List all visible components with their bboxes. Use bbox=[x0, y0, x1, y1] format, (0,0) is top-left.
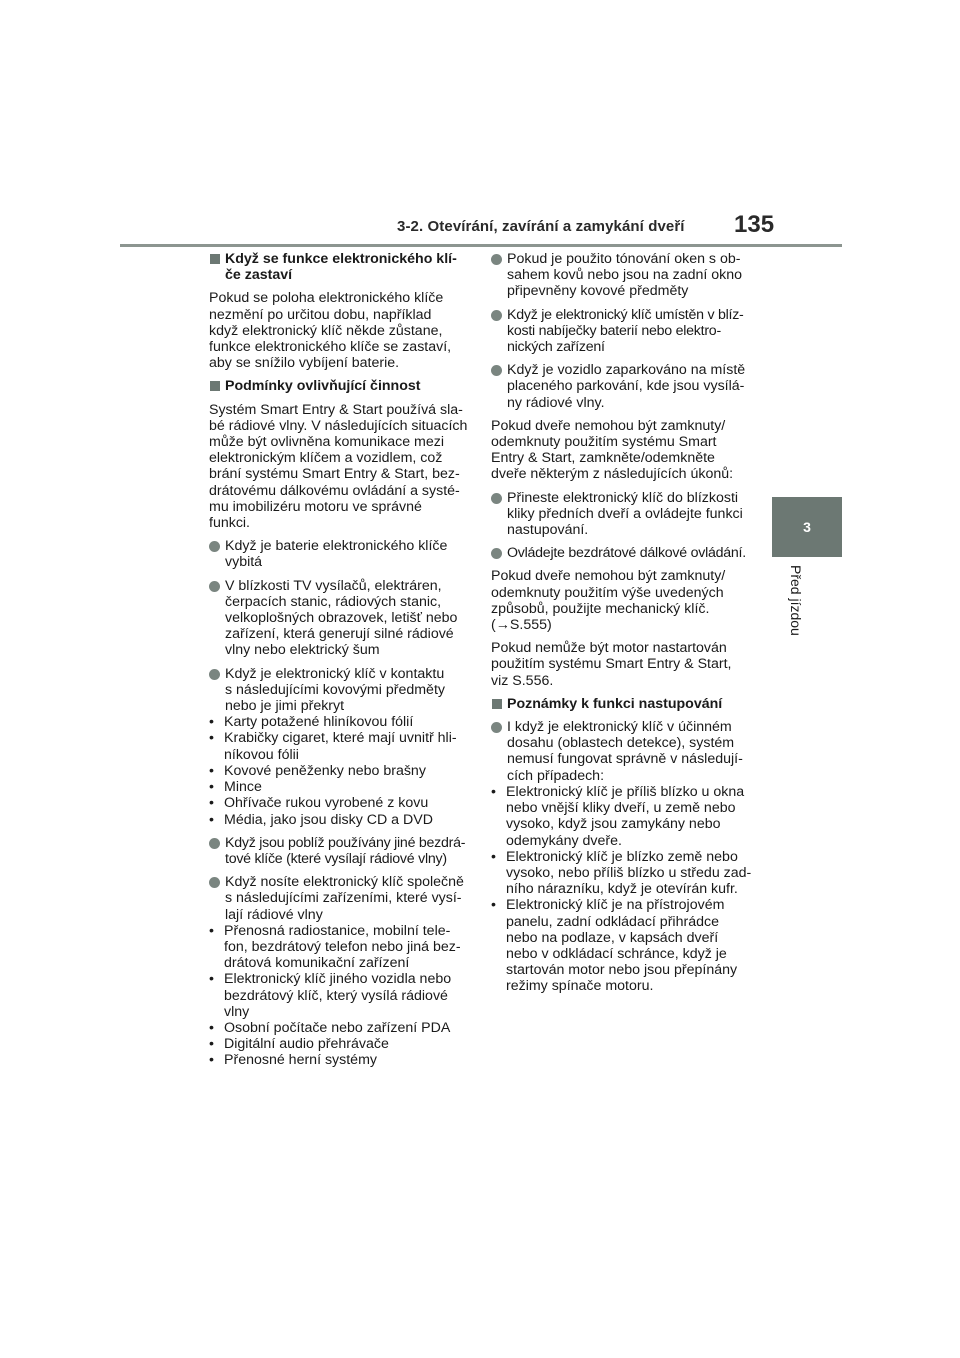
right-column bbox=[491, 251, 753, 1002]
sub-list bbox=[209, 714, 471, 827]
circle-bullet-icon bbox=[491, 310, 502, 321]
list-item-text: Když jsou poblíž používány jiné bezdrá- tové klíče (které vysílají rádiové vlny) bbox=[225, 834, 466, 867]
sub-list-item bbox=[209, 923, 471, 972]
sub-item-text: Osobní počítače nebo zařízení PDA bbox=[224, 1019, 451, 1036]
sub-list-item bbox=[209, 1052, 471, 1068]
sub-list-item bbox=[209, 779, 471, 795]
section-heading bbox=[491, 696, 753, 712]
sub-item-text: Přenosná radiostanice, mobilní tele- fon, bezdrátový telefon nebo jiná bez- drátová komunikační zařízení bbox=[224, 922, 461, 972]
circle-bullet-icon bbox=[491, 493, 502, 504]
list-item-text: Přineste elektronický klíč do blízkosti kliky předních dveří a ovládejte funkci nastupování. bbox=[507, 489, 743, 539]
list-item-text: I když je elektronický klíč v účinném dosahu (oblastech detekce), systém nemusí fungovat správně v následují- cích případech: bbox=[507, 719, 743, 784]
chapter-label: Před jízdou bbox=[788, 565, 804, 636]
sub-item-text: Elektronický klíč je příliš blízko u okna nebo vnější kliky dveří, u země nebo vysoko, když jsou zamykány nebo odemykány dveře. bbox=[506, 783, 745, 849]
bullet-dot-icon: • bbox=[209, 1019, 214, 1036]
header-divider bbox=[120, 244, 842, 247]
sub-list-item bbox=[491, 784, 753, 849]
sub-list-item bbox=[209, 971, 471, 1020]
bullet-dot-icon: • bbox=[209, 730, 214, 747]
circle-bullet-icon bbox=[209, 669, 220, 680]
heading-text: Poznámky k funkci nastupování bbox=[507, 695, 723, 712]
bullet-dot-icon: • bbox=[209, 1052, 214, 1069]
circle-bullet-icon bbox=[209, 541, 220, 552]
circle-bullet-icon bbox=[491, 254, 502, 265]
heading-text: Když se funkce elektronického klí- če zastaví bbox=[225, 251, 457, 284]
paragraph: Pokud nemůže být motor nastartován použitím systému Smart Entry & Start, viz S.556. bbox=[491, 640, 732, 689]
sub-list-item bbox=[209, 1020, 471, 1036]
square-bullet-icon bbox=[492, 699, 502, 709]
bullet-dot-icon: • bbox=[209, 971, 214, 988]
sub-item-text: Mince bbox=[224, 779, 262, 796]
sub-item-text: Média, jako jsou disky CD a DVD bbox=[224, 811, 433, 828]
list-item bbox=[491, 490, 753, 539]
sub-list bbox=[209, 923, 471, 1069]
square-bullet-icon bbox=[210, 381, 220, 391]
paragraph: Pokud dveře nemohou být zamknuty/ odemknuty použitím výše uvedených způsobů, použijte mechanický klíč. (→S.555) bbox=[491, 568, 726, 634]
sub-list-item bbox=[209, 1036, 471, 1052]
list-item bbox=[491, 545, 753, 561]
sub-list-item bbox=[209, 812, 471, 828]
paragraph: Pokud se poloha elektronického klíče nezmění po určitou dobu, například když elektronický klíč někde zůstane, funkce elektronického klíče se zastaví, aby se snížilo vybíjení baterie. bbox=[209, 290, 452, 372]
sub-item-text: Krabičky cigaret, které mají uvnitř hli- níkovou fólii bbox=[224, 730, 457, 763]
sub-list-item bbox=[491, 849, 753, 898]
list-item bbox=[491, 362, 753, 411]
bullet-dot-icon: • bbox=[491, 783, 496, 800]
list-item bbox=[209, 666, 471, 715]
bullet-dot-icon: • bbox=[209, 811, 214, 828]
bullet-dot-icon: • bbox=[209, 779, 214, 796]
sub-list bbox=[491, 784, 753, 995]
bullet-dot-icon: • bbox=[209, 714, 214, 731]
heading-text: Podmínky ovlivňující činnost bbox=[225, 378, 421, 395]
list-item-text: Když nosíte elektronický klíč společně s následujícími zařízeními, které vysí- lají rádiové vlny bbox=[225, 874, 464, 923]
left-column bbox=[209, 251, 471, 1076]
bullet-dot-icon: • bbox=[209, 795, 214, 812]
list-item bbox=[491, 251, 753, 300]
circle-bullet-icon bbox=[209, 581, 220, 592]
circle-bullet-icon bbox=[491, 548, 502, 559]
bullet-dot-icon: • bbox=[209, 1036, 214, 1053]
list-item-text: V blízkosti TV vysílačů, elektráren, čerpacích stanic, rádiových stanic, velkoplošných obrazovek, letišť nebo zařízení, která generují silné rádiové vlny nebo elektrický šum bbox=[225, 577, 458, 659]
list-item-text: Když je elektronický klíč umístěn v blíz- kosti nabíječky baterií nebo elektro- nických zařízení bbox=[507, 306, 744, 356]
section-title: 3-2. Otevírání, zavírání a zamykání dveří bbox=[397, 218, 685, 235]
sub-item-text: Digitální audio přehrávače bbox=[224, 1036, 389, 1053]
circle-bullet-icon bbox=[209, 877, 220, 888]
bullet-dot-icon: • bbox=[209, 922, 214, 939]
list-item-text: Když je vozidlo zaparkováno na místě placeného parkování, kde jsou vysílá- ny rádiové vlny. bbox=[507, 362, 746, 411]
circle-bullet-icon bbox=[209, 838, 220, 849]
paragraph: Pokud dveře nemohou být zamknuty/ odemknuty použitím systému Smart Entry & Start, zamkněte/odemkněte dveře některým z následujících úkonů: bbox=[491, 417, 734, 483]
list-item bbox=[209, 578, 471, 659]
paragraph: Systém Smart Entry & Start používá sla- bé rádiové vlny. V následujících situacích může být ovlivněna komunikace mezi elektronickým klíčem a vozidlem, což brání systému Smart Entry & Start, bez- drátovému dálkovému ovládání a systé- mu imobilizéru motoru ve správné funkci. bbox=[209, 401, 468, 532]
sub-item-text: Přenosné herní systémy bbox=[224, 1052, 377, 1069]
section-heading bbox=[209, 251, 471, 283]
sub-item-text: Karty potažené hliníkovou fólií bbox=[224, 714, 414, 731]
list-item-text: Když je elektronický klíč v kontaktu s následujícími kovovými předměty nebo je jimi překryt bbox=[225, 665, 445, 715]
list-item-text: Pokud je použito tónování oken s ob- sahem kovů nebo jsou na zadní okno připevněny kovové předměty bbox=[507, 251, 743, 300]
sub-item-text: Kovové peněženky nebo brašny bbox=[224, 762, 426, 779]
list-item-text: Ovládejte bezdrátové dálkové ovládání. bbox=[507, 545, 746, 562]
list-item bbox=[209, 538, 471, 570]
sub-item-text: Ohřívače rukou vyrobené z kovu bbox=[224, 795, 429, 812]
sub-item-text: Elektronický klíč je na přístrojovém panelu, zadní odkládací přihrádce nebo na podlaze, v kapsách dveří nebo v odkládací schránce, když je startován motor nebo jsou přepínány režimy spínače motoru. bbox=[506, 897, 738, 995]
sub-list-item bbox=[491, 897, 753, 994]
page-number: 135 bbox=[734, 211, 775, 238]
circle-bullet-icon bbox=[491, 365, 502, 376]
square-bullet-icon bbox=[210, 254, 220, 264]
list-item bbox=[491, 307, 753, 356]
sub-list-item bbox=[209, 730, 471, 762]
sub-list-item bbox=[209, 795, 471, 811]
chapter-tab: 3 bbox=[772, 497, 842, 557]
bullet-dot-icon: • bbox=[491, 897, 496, 914]
sub-list-item bbox=[209, 763, 471, 779]
list-item bbox=[209, 835, 471, 867]
list-item-text: Když je baterie elektronického klíče vybitá bbox=[225, 538, 448, 571]
section-heading bbox=[209, 378, 471, 394]
sub-item-text: Elektronický klíč je blízko země nebo vysoko, nebo příliš blízko u středu zad- ního nárazníku, když je otevírán kufr. bbox=[506, 848, 752, 898]
sub-item-text: Elektronický klíč jiného vozidla nebo bezdrátový klíč, který vysílá rádiové vlny bbox=[224, 971, 452, 1020]
bullet-dot-icon: • bbox=[491, 848, 496, 865]
sub-list-item bbox=[209, 714, 471, 730]
bullet-dot-icon: • bbox=[209, 762, 214, 779]
list-item bbox=[209, 874, 471, 923]
circle-bullet-icon bbox=[491, 722, 502, 733]
list-item bbox=[491, 719, 753, 784]
